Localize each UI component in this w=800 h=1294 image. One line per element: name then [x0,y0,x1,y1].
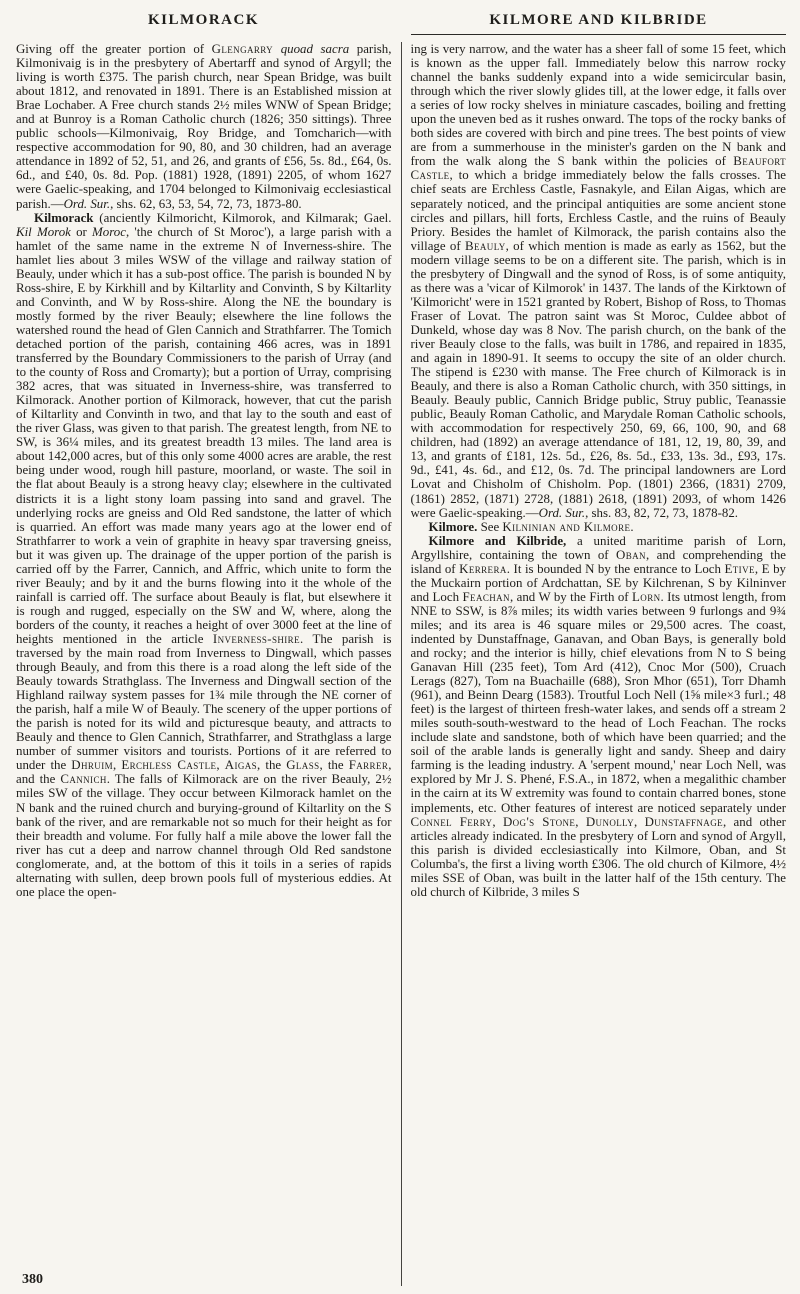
right-column-header: KILMORE AND KILBRIDE [411,12,786,35]
text-run-sc: Dhruim [71,758,113,773]
text-run-sc: Connel Ferry [410,814,493,829]
text-columns [16,42,786,1286]
text-run-sc: Dunstaffnage [644,814,723,829]
text-run: , and W by the Firth of [509,589,633,604]
text-run: , and other articles already indicated. In the presbytery of Lorn and synod of Argyll, this parish is divided ecclesiastically into Kilmore, Oban, and St Columba's, the first a living worth £306. The old church of Kilmore, 4½ miles SSE of Oban, was built in the latter half of the 15th century. The old church of Kilbride, 3 miles S [410,814,786,899]
text-run [273,42,281,56]
text-run: , the [257,758,287,773]
text-run-sc: Lorn [632,589,661,604]
text-run-sc: Erchless Castle [121,758,217,773]
text-run-sc: Glass [286,758,320,773]
text-run: , [113,758,122,773]
text-run: parish, Kilmonivaig is in the presbytery of Abertarff and synod of Argyll; the living is worth £375. The parish church, near Spean Bridge, was built about 1812, and renovated in 1891. There is an Established mission at Brae Lochaber. A Free church stands 2½ miles WNW of Spean Bridge; and at Bunroy is a Roman Catholic church (1826; 350 sittings). Three public schools—Kilmonivaig, Roy Bridge, and Tomcharich—with respective accommodation for 90, 80, and 30 children, had an average attendance in 1892 of 52, 51, and 26, and grants of £56, 5s. 8d., £64, 0s. 6d., and £40, 0s. 8d. Pop. (1881) 1928, (1891) 2205, of whom 1627 were Gaelic-speaking, and 1704 belonged to Kilmonivaig ecclesiastical parish.— [16,42,392,211]
text-run-sc: Kerrera [459,561,507,576]
left-column-header: KILMORACK [148,12,259,28]
right-column [411,42,787,1286]
text-run: , of which mention is made as early as 1562, but the modern village seems to be on a different site. The parish, which is in the presbytery of Dingwall and the synod of Ross, is of some antiquity, as there was a 'vicar of Kilmorok' in 1437. The lands of the Kirktown of 'Kilmoricht' were in 1521 granted by Robert, Bishop of Ross, to Thomas Fraser of Lovat. The patron saint was St Moroc, Culdee abbot of Dunkeld, whose day was 8 Nov. The parish church, on the bank of the river Beauly close to the falls, was built in 1786, and repaired in 1835, and again in 1890-91. It seems to occupy the site of an older church. The stipend is £230 with manse. The Free church of Kilmorack is in Beauly, and there is also a Roman Catholic church, with 350 sittings, in Beauly. Beauly public, Cannich Bridge public, Struy public, Teanassie public, Beauly Roman Catholic, and Marydale Roman Catholic schools, with accommodation for respectively 250, 69, 66, 100, 90, and 68 children, had (1892) an average attendance of 181, 12, 19, 80, 39, and 13, and grants of £181, 12s. 5d., £26, 8s. 5d., £33, 13s. 3d., £93, 17s. 9d., £41, 4s. 6d., and £12, 0s. 7d. The principal landowners are Lord Lovat and Chisholm of Chisholm. Pop. (1801) 2366, (1831) 2709, (1861) 2852, (1871) 2728, (1881) 2618, (1891) 2093, of whom 1426 were Gaelic-speaking.— [410,238,786,520]
text-run-sc: Inverness-shire [212,631,300,646]
page-number: 380 [22,1271,49,1288]
text-run-i: Kil Morok [16,224,71,239]
text-run: . The falls of Kilmorack are on the river Beauly, 2½ miles SW of the village. They occur between Kilmorack hamlet on the N bank and the ruined church and burying-ground of Kiltarlity on the S bank of the river, and are remarkable not so much for their height as for their breadth and volume. For fully half a mile above the lower fall the river has cut a deep and narrow channel through Old Red sandstone conglomerate, and, at the bottom of this it toils in a series of rapids alternating with sullen, deep brown pools full of mysterious eddies. At one place the open- [16,772,392,899]
text-run-b: Kilmore. [428,519,478,534]
text-run: . Its utmost length, from NNE to SSW, is 8⅞ miles; its width varies between 9 furlongs and 9¾ miles; and its area is 46 square miles or 29,500 acres. The coast, indented by Dunstaffnage, Ganavan, and Oban Bays, is generally bold and rocky; and the interior is hilly, chief elevations from N to S being Ganavan Hill (235 feet), Tom Ard (412), Cnoc Mor (500), Cruach Lerags (827), Tom na Buachaille (688), Sron Mhor (651), Torr Dhamh (961), and Beinn Dearg (1583). Troutful Loch Nell (1⅝ mile×3 furl.; 48 feet) is the largest of thirteen fresh-water lakes, and sends off a stream 2 miles south-south-westward to the head of Loch Feachan. The rocks include slate and sandstone, both of which have been quarried; and the soil of the arable lands is generally light and sandy. Sheep and dairy farming is the leading industry. A 'serpent mound,' near Loch Nell, was explored by Mr J. S. Phené, F.S.A., in 1872, when a megalithic chamber in the cairn at its W extremity was found to contain charred bones, stone implements, etc. Other features of interest are noticed separately under [410,589,786,815]
text-run: , E by the Muckairn portion of Ardchattan, SE by Kilchrenan, S by Kilninver and Loch [410,561,786,604]
text-run: , and the [16,758,392,787]
text-run: or [70,224,93,239]
text-run-i: Ord. Sur. [538,505,586,520]
text-run-sc: Beaufort Castle [410,154,786,183]
text-run-sc: Feachan [462,589,510,604]
text-run: a united maritime parish of Lorn, Argyllshire, containing the town of [410,533,786,562]
text-run-sc: Aigas [224,758,258,773]
text-run-i: Moroc [92,224,126,239]
text-run: , and comprehending the island of [410,547,786,576]
text-run-sc: Oban [616,547,646,562]
text-run: , [575,814,586,829]
text-run: , shs. 62, 63, 53, 54, 72, 73, 1873-80. [110,196,302,211]
paragraph [16,211,392,899]
text-run-i: quoad sacra [280,42,350,56]
text-run-sc: Dog's Stone [502,814,576,829]
text-run-sc: Farrer [348,758,389,773]
paragraph [411,42,787,520]
text-run-sc: Beauly [465,238,506,253]
text-run: Giving off the greater portion of [16,42,212,56]
text-run: . [630,519,634,534]
text-run: , the [319,758,349,773]
text-run: . It is bounded N by the entrance to Loch [506,561,725,576]
text-run-sc: Cannich [60,772,107,787]
column-divider [401,42,402,1286]
paragraph [411,534,787,899]
text-run: , 'the church of St Moroc'), a large parish with a hamlet of the same name in the extreme N of Inverness-shire. The hamlet lies about 3 miles WSW of the village and railway station of Beauly, under which it has a sub-post office. The parish is bounded N by Ross-shire, E by Kirkhill and by Kiltarlity and Convinth, S by Kiltarlity and Convinth, and W by Ross-shire. Along the NE the boundary is mostly formed by the river Beauly; elsewhere the line follows the watershed round the head of Glen Cannich and Strathfarrer. The Tomich detached portion of the parish, containing 466 acres, was in 1891 transferred by the Boundary Commissioners to the parish of Urray (and to the county of Ross and Cromarty); but a portion of Urray, comprising 382 acres, that was situated in Inverness-shire, was transferred to Kilmorack. Another portion of Kilmorack, however, that cut the parish of Kiltarlity and Convinth in two, and that lay to the south and east of the river Glass, was given to that parish. The greatest length, from NE to SW, is 36¼ miles, and its greatest breadth 13 miles. The land area is about 142,000 acres, but of this only some 4000 acres are arable, the rest being under wood, rough hill pasture, moorland, or waste. The soil in the flat about Beauly is a strong heavy clay; elsewhere in the cultivated districts it is a light stony loam passing into sand and gravel. The underlying rocks are gneiss and Old Red sandstone, the latter of which is quarried. An effort was made many years ago at the lower end of Strathfarrer to work a vein of graphite in heavy spar traversing gneiss, but it was given up. The drainage of the upper portion of the parish is carried off by the Farrer, Cannich, and Affric, which unite to form the river Beauly; and by it and the burns flowing into it the whole of the rainfall is carried off. The surface about Beauly is flat, but elsewhere it is rough and rugged, especially on the SW and W, where, along the borders of the county, it reaches a height of over 3000 feet at the line of heights mentioned in the article [16,224,392,646]
text-run: , [492,814,503,829]
text-run-b: Kilmore and Kilbride, [428,533,567,548]
text-run-b: Kilmorack [34,210,94,225]
text-run: . The parish is traversed by the main road from Inverness to Dingwall, which passes through Beauly, and from this there is a road along the left side of the Beauly towards Strathglass. The Inverness and Dingwall section of the Highland railway system passes for 1¾ mile through the NE corner of the parish, half a mile W of Beauly. The scenery of the upper portions of the parish is noted for its wild and picturesque beauty, and attracts to Beauly and thence to Glen Cannich, Strathfarrer, and Strathglass a large number of summer visitors and tourists. Portions of it are referred to under the [16,631,392,773]
text-run: (anciently Kilmoricht, Kilmorok, and Kilmarak; Gael. [93,210,392,225]
text-run: , shs. 83, 82, 72, 73, 1878-82. [585,505,738,520]
left-column [16,42,392,1286]
text-run: , to which a bridge immediately below the falls crosses. The chief seats are Erchless Castle, Fasnakyle, and Eilan Aigas, which are separately noticed, and the principal antiquities are some ancient stone circles and pillars, hill forts, Erchless Castle, and the ruins of Beauly Priory. Besides the hamlet of Kilmorack, the parish contains also the village of [410,168,786,253]
text-run: , [216,758,225,773]
paragraph [16,42,392,211]
running-heads [16,12,786,35]
text-run: See [477,519,503,534]
text-run-sc: Kilninian and Kilmore [502,519,631,534]
text-run-i: Ord. Sur. [63,196,111,211]
text-run: ing is very narrow, and the water has a sheer fall of some 15 feet, which is known as the upper fall. Immediately below this narrow rocky channel the banks suddenly expand into a wide semicircular basin, through which the river slowly glides till, at the lower edge, it falls over a series of low rocky shelves in miniature cascades, boiling and fretting upon the uneven bed as it rushes onward. The tops of the rocky banks of both sides are covered with birch and pine trees. The best points of view are from a summerhouse in the minister's garden on the N bank and from the walk along the S bank within the policies of [410,42,786,169]
paragraph [411,520,787,534]
text-run-sc: Etive [724,561,755,576]
text-run-sc: Dunolly [585,814,635,829]
text-run: , [634,814,645,829]
text-run-sc: Glengarry [211,42,274,56]
